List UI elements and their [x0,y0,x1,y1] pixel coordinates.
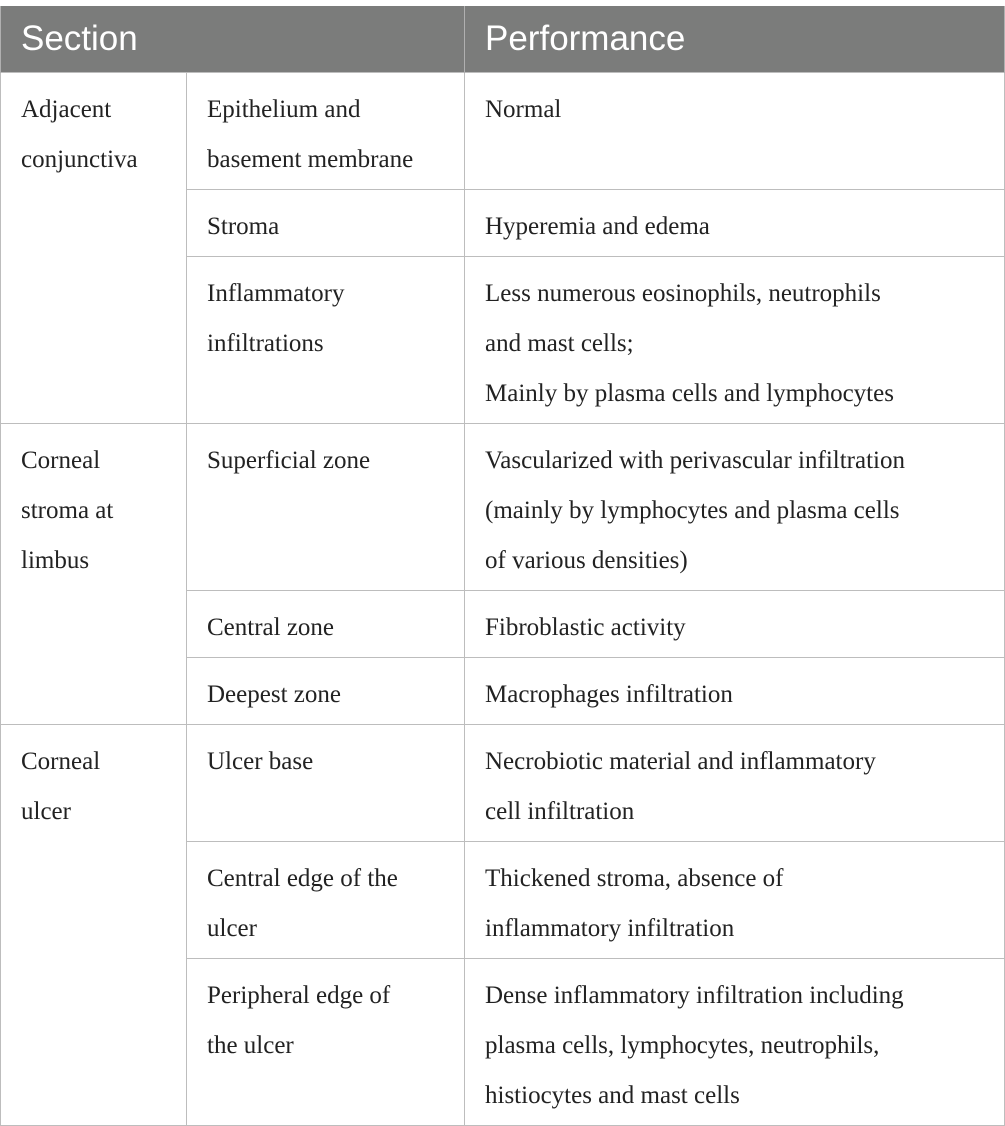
table-body [1,73,1005,1126]
performance-text-line: Macrophages infiltration [485,681,733,708]
subsection-label-line: Ulcer base [207,748,314,775]
performance-cell [465,424,1005,591]
subsection-label-line: the ulcer [207,1032,294,1059]
header-row [1,6,1005,73]
performance-text-line: Mainly by plasma cells and lymphocytes [485,380,894,407]
performance-cell [465,658,1005,725]
performance-cell [465,959,1005,1126]
performance-text-line: cell infiltration [485,798,635,825]
subsection-cell [187,658,465,725]
section-label-line: stroma at [21,497,114,524]
section-label-line: limbus [21,547,90,574]
subsection-cell [187,257,465,424]
section-label-line: Corneal [21,748,101,775]
performance-text-line: Normal [485,96,562,123]
subsection-cell [187,591,465,658]
section-cell [1,73,187,424]
subsection-label-line: ulcer [207,915,257,942]
performance-text-line: plasma cells, lymphocytes, neutrophils, [485,1032,880,1059]
table-row [1,725,1005,842]
section-label-line: conjunctiva [21,146,138,173]
performance-text-line: Fibroblastic activity [485,614,686,641]
performance-text-line: Necrobiotic material and inflammatory [485,748,876,775]
subsection-cell [187,190,465,257]
performance-text-line: Thickened stroma, absence of [485,865,784,892]
performance-text-line: Dense inflammatory infiltration including [485,982,904,1009]
header-performance: Performance [465,6,1005,73]
subsection-cell [187,424,465,591]
performance-text-line: of various densities) [485,547,688,574]
performance-text-line: Vascularized with perivascular infiltration [485,447,905,474]
performance-cell [465,591,1005,658]
section-cell [1,424,187,725]
subsection-label-line: Deepest zone [207,681,341,708]
subsection-label-line: basement membrane [207,146,414,173]
performance-cell [465,190,1005,257]
subsection-label-line: Inflammatory [207,280,345,307]
performance-cell [465,73,1005,190]
subsection-cell [187,725,465,842]
subsection-label-line: Central edge of the [207,865,398,892]
section-cell [1,725,187,1126]
performance-text-line: Hyperemia and edema [485,213,710,240]
section-label-line: Adjacent [21,96,112,123]
subsection-cell [187,842,465,959]
performance-text-line: (mainly by lymphocytes and plasma cells [485,497,900,524]
subsection-label-line: Stroma [207,213,280,240]
section-label-line: Corneal [21,447,101,474]
table-row [1,424,1005,591]
findings-table [0,6,1005,1126]
subsection-label-line: Peripheral edge of [207,982,391,1009]
section-label-line: ulcer [21,798,71,825]
subsection-label-line: Superficial zone [207,447,371,474]
performance-text-line: and mast cells; [485,330,634,357]
subsection-label-line: Central zone [207,614,335,641]
performance-text-line: histiocytes and mast cells [485,1082,740,1109]
performance-cell [465,842,1005,959]
subsection-label-line: infiltrations [207,330,324,357]
subsection-cell [187,73,465,190]
performance-text-line: inflammatory infiltration [485,915,735,942]
header-section: Section [1,6,465,73]
performance-text-line: Less numerous eosinophils, neutrophils [485,280,881,307]
performance-cell [465,725,1005,842]
performance-cell [465,257,1005,424]
subsection-cell [187,959,465,1126]
table-row [1,73,1005,190]
subsection-label-line: Epithelium and [207,96,361,123]
